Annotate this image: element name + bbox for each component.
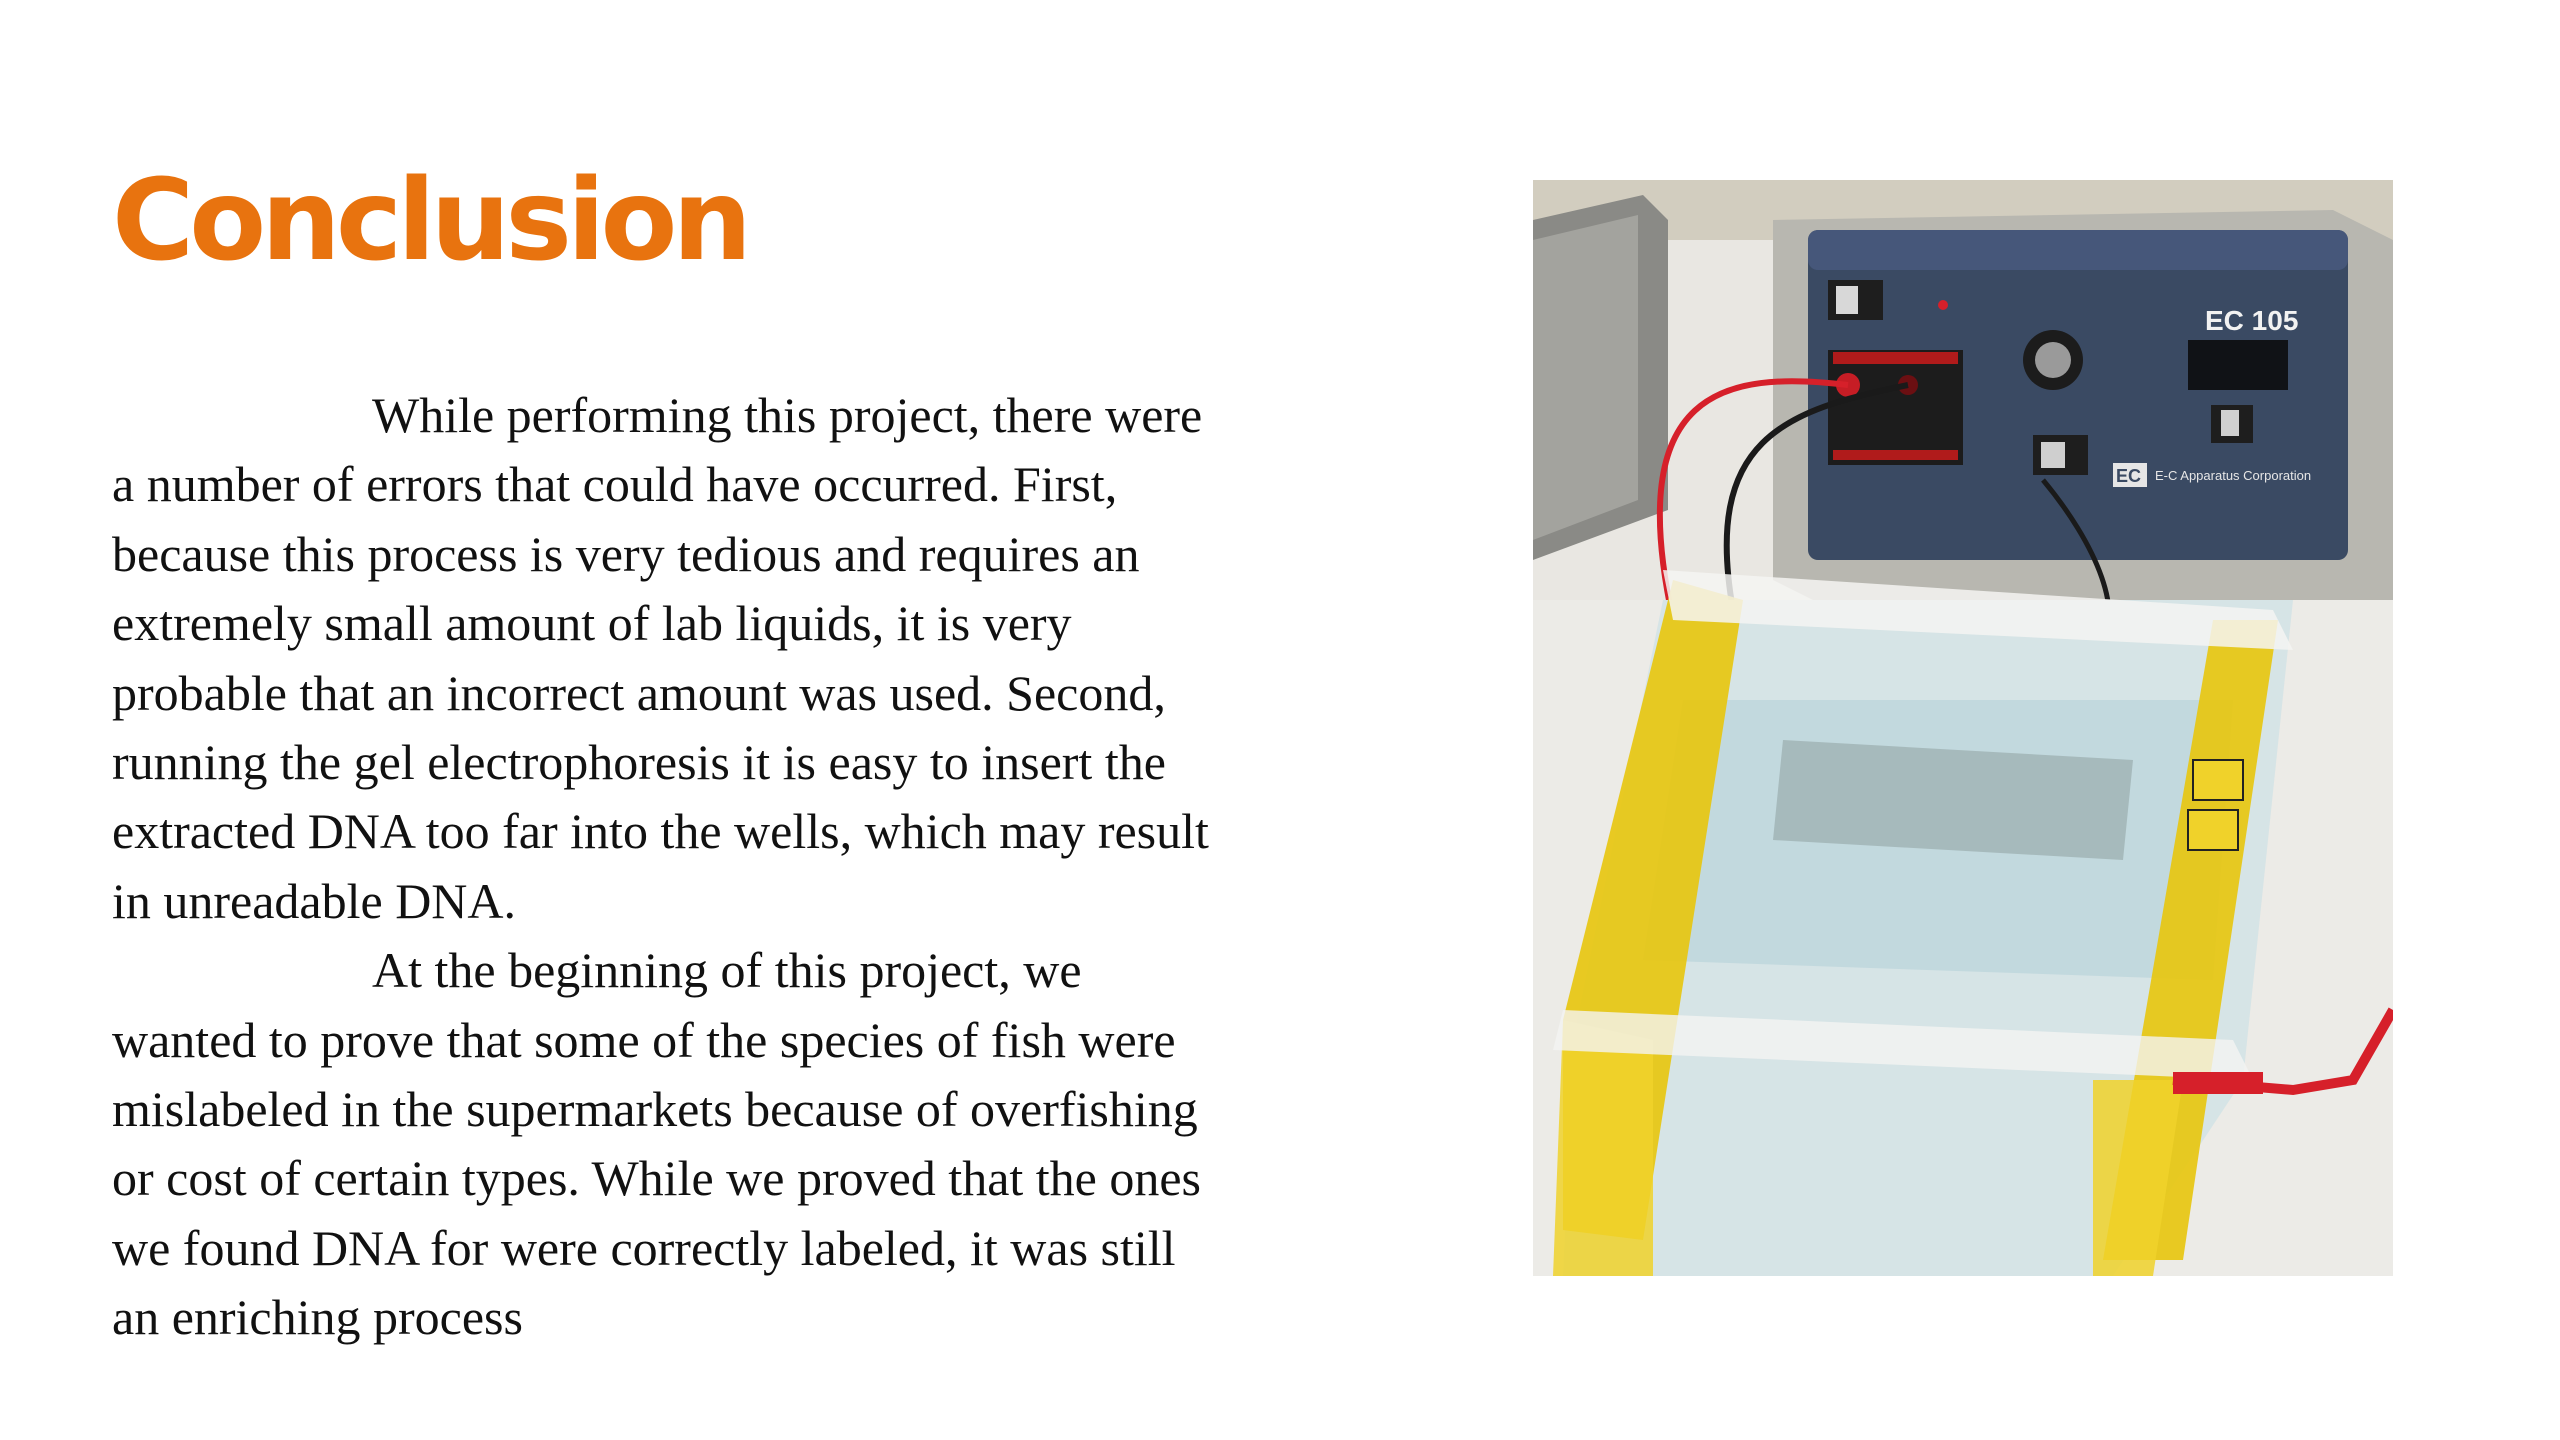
gel-electrophoresis-photo bbox=[1533, 180, 2393, 1276]
brand-badge: EC bbox=[2116, 466, 2142, 486]
output-terminals bbox=[1828, 350, 1963, 465]
digital-display bbox=[2188, 340, 2288, 390]
paragraph-goals: At the beginning of this project, we wanted to prove that some of the species of fish were mislabeled in the supermarkets because of overfishing or cost of certain types. While we proved that the ones we found DNA for were correctly labeled, it was still an enriching process bbox=[112, 942, 1202, 1346]
brand-name: E-C Apparatus Corporation bbox=[2155, 468, 2312, 483]
slide-title: Conclusion bbox=[112, 156, 748, 286]
gel-box-illustration bbox=[1533, 180, 2393, 1276]
warning-sticker-icon bbox=[2193, 760, 2243, 800]
paragraph-errors: While performing this project, there were a number of errors that could have occurred. First, because this process is very tedious and requires an extremely small amount of lab liquids, it is very probable that an incorrect amount was used. Second, running the gel electrophoresis it is easy to insert the extracted DNA too far into the wells, which may result in unreadable DNA. bbox=[112, 387, 1209, 929]
conclusion-text bbox=[112, 381, 1232, 1353]
device-label: EC 105 bbox=[2205, 305, 2299, 336]
